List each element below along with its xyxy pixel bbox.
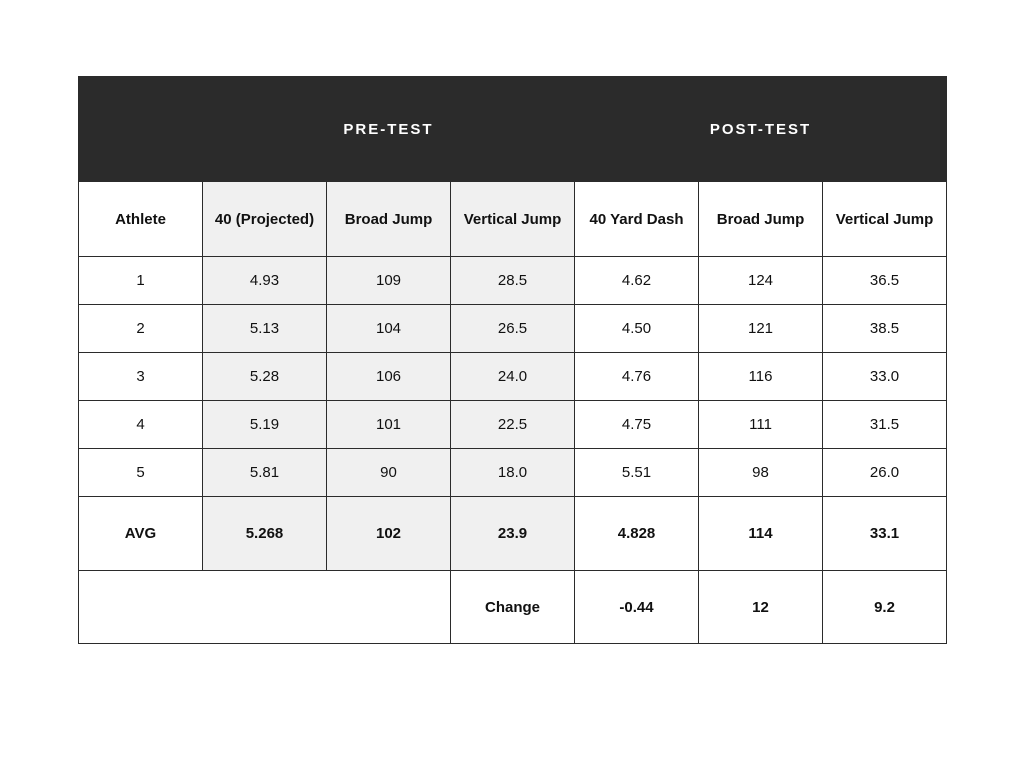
cell-athlete: 5 <box>79 449 203 497</box>
cell-athlete: 3 <box>79 353 203 401</box>
cell-pre-broad: 101 <box>327 401 451 449</box>
change-row <box>79 571 947 644</box>
group-header-blank <box>79 77 203 182</box>
cell-pre-broad: 106 <box>327 353 451 401</box>
avg-post-broad: 114 <box>699 497 823 571</box>
cell-pre-40: 5.13 <box>203 305 327 353</box>
avg-pre-vertical: 23.9 <box>451 497 575 571</box>
avg-post-40: 4.828 <box>575 497 699 571</box>
avg-pre-broad: 102 <box>327 497 451 571</box>
post-test-header: POST-TEST <box>575 77 947 182</box>
cell-post-vertical: 36.5 <box>823 257 947 305</box>
col-post-40-yard-dash: 40 Yard Dash <box>575 182 699 257</box>
cell-post-broad: 121 <box>699 305 823 353</box>
table-row <box>79 449 947 497</box>
change-label: Change <box>451 571 575 644</box>
cell-post-broad: 124 <box>699 257 823 305</box>
col-post-broad-jump: Broad Jump <box>699 182 823 257</box>
cell-post-40: 4.75 <box>575 401 699 449</box>
change-broad: 12 <box>699 571 823 644</box>
cell-post-broad: 116 <box>699 353 823 401</box>
average-row <box>79 497 947 571</box>
table-row <box>79 401 947 449</box>
column-header-row <box>79 182 947 257</box>
cell-post-40: 4.76 <box>575 353 699 401</box>
cell-pre-40: 5.81 <box>203 449 327 497</box>
cell-athlete: 2 <box>79 305 203 353</box>
cell-pre-vertical: 28.5 <box>451 257 575 305</box>
cell-pre-vertical: 22.5 <box>451 401 575 449</box>
cell-post-vertical: 33.0 <box>823 353 947 401</box>
results-table <box>78 76 947 644</box>
cell-athlete: 4 <box>79 401 203 449</box>
col-pre-vertical-jump: Vertical Jump <box>451 182 575 257</box>
cell-post-vertical: 31.5 <box>823 401 947 449</box>
cell-pre-vertical: 26.5 <box>451 305 575 353</box>
cell-pre-broad: 90 <box>327 449 451 497</box>
col-pre-40-projected: 40 (Projected) <box>203 182 327 257</box>
avg-label: AVG <box>79 497 203 571</box>
cell-post-broad: 111 <box>699 401 823 449</box>
cell-athlete: 1 <box>79 257 203 305</box>
cell-post-40: 4.50 <box>575 305 699 353</box>
table-row <box>79 257 947 305</box>
cell-post-vertical: 38.5 <box>823 305 947 353</box>
cell-pre-vertical: 24.0 <box>451 353 575 401</box>
pre-test-header: PRE-TEST <box>203 77 575 182</box>
cell-post-40: 5.51 <box>575 449 699 497</box>
table-row <box>79 305 947 353</box>
cell-pre-40: 5.19 <box>203 401 327 449</box>
cell-pre-broad: 109 <box>327 257 451 305</box>
avg-pre-40: 5.268 <box>203 497 327 571</box>
col-post-vertical-jump: Vertical Jump <box>823 182 947 257</box>
change-40: -0.44 <box>575 571 699 644</box>
cell-post-broad: 98 <box>699 449 823 497</box>
group-header-row <box>79 77 947 182</box>
change-vertical: 9.2 <box>823 571 947 644</box>
cell-post-40: 4.62 <box>575 257 699 305</box>
table-row <box>79 353 947 401</box>
col-athlete: Athlete <box>79 182 203 257</box>
cell-pre-broad: 104 <box>327 305 451 353</box>
cell-pre-40: 4.93 <box>203 257 327 305</box>
cell-pre-40: 5.28 <box>203 353 327 401</box>
change-blank-cell <box>79 571 451 644</box>
avg-post-vertical: 33.1 <box>823 497 947 571</box>
col-pre-broad-jump: Broad Jump <box>327 182 451 257</box>
cell-pre-vertical: 18.0 <box>451 449 575 497</box>
cell-post-vertical: 26.0 <box>823 449 947 497</box>
